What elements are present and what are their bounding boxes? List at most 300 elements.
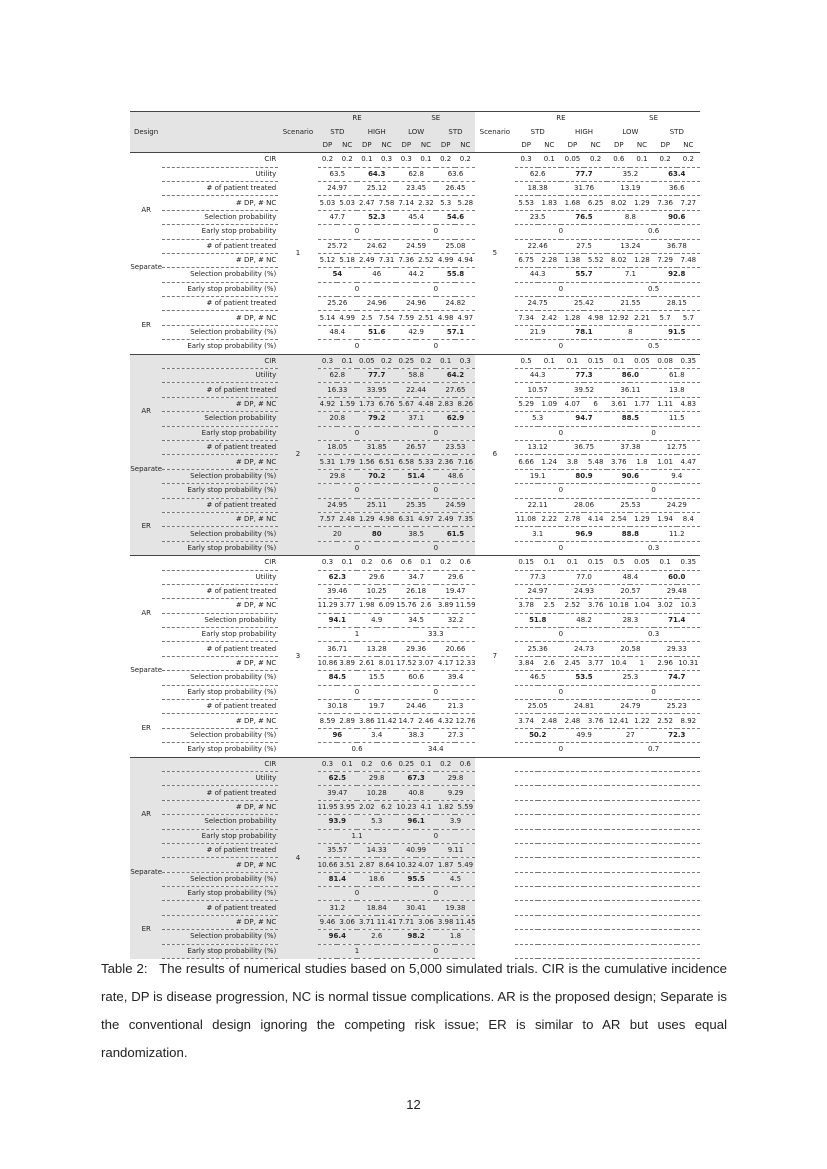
- table-cell: 3.02: [654, 599, 677, 613]
- table-cell: 3.51: [337, 858, 357, 872]
- table-cell: 0: [318, 685, 397, 699]
- table-cell: 39.4: [436, 671, 475, 685]
- row-label: Utility: [162, 369, 278, 383]
- table-cell: 93.9: [318, 815, 357, 829]
- table-cell: 24.81: [561, 700, 607, 714]
- table-cell: 23.5: [515, 210, 561, 224]
- table-cell: 20.66: [436, 642, 475, 656]
- row-label: # of patient treated: [162, 383, 278, 397]
- table-cell: 64.3: [357, 167, 396, 181]
- table-cell: 0.2: [337, 153, 357, 167]
- table-cell: 4.47: [677, 455, 700, 469]
- table-cell: [538, 800, 561, 814]
- table-cell: 0.3: [607, 541, 700, 555]
- header-dp: DP: [607, 139, 630, 153]
- scenario-number: 4: [278, 757, 317, 958]
- table-cell: 10.25: [357, 584, 396, 598]
- table-cell: 4.98: [436, 311, 456, 325]
- table-cell: 91.5: [654, 325, 700, 339]
- table-cell: [654, 901, 700, 915]
- table-cell: 29.36: [396, 642, 435, 656]
- table-cell: 8.59: [318, 714, 338, 728]
- table-cell: 24.97: [515, 584, 561, 598]
- table-cell: [561, 843, 607, 857]
- caption-text: The results of numerical studies based on 5,000 simulated trials. CIR is the cumulative incidence rate, DP is disease progression, NC is normal tissue complications. AR is the proposed design; Separate is the conventional design ignoring the competing risk issue; ER is similar to AR but uses equal randomization.: [101, 961, 727, 1060]
- table-cell: 4.5: [436, 872, 475, 886]
- table-cell: 2.48: [337, 512, 357, 526]
- table-cell: 63.4: [654, 167, 700, 181]
- table-cell: 51.4: [396, 469, 435, 483]
- table-cell: 40.8: [396, 786, 435, 800]
- table-cell: 14.7: [396, 714, 416, 728]
- row-label: Selection probability (%): [162, 325, 278, 339]
- table-cell: 0.2: [377, 354, 397, 368]
- design-label: AR: [130, 786, 162, 844]
- table-cell: 13.19: [607, 181, 653, 195]
- table-cell: 34.4: [396, 743, 475, 757]
- table-cell: [607, 930, 653, 944]
- table-cell: 24.29: [654, 498, 700, 512]
- table-cell: 36.6: [654, 181, 700, 195]
- table-cell: 1: [630, 656, 653, 670]
- table-cell: [515, 800, 538, 814]
- row-label: Selection probability (%): [162, 728, 278, 742]
- table-cell: 5.18: [337, 253, 357, 267]
- table-cell: 78.1: [561, 325, 607, 339]
- table-cell: 24.96: [357, 297, 396, 311]
- table-cell: 20: [318, 527, 357, 541]
- table-cell: 47.7: [318, 210, 357, 224]
- table-cell: 0.2: [436, 153, 456, 167]
- table-cell: 6.66: [515, 455, 538, 469]
- table-cell: [677, 800, 700, 814]
- table-cell: 13.12: [515, 440, 561, 454]
- table-cell: 7.36: [654, 196, 677, 210]
- table-cell: 25.72: [318, 239, 357, 253]
- table-cell: 25.42: [561, 297, 607, 311]
- table-cell: 0: [515, 743, 608, 757]
- table-cell: 3.98: [436, 915, 456, 929]
- row-label: Selection probability (%): [162, 872, 278, 886]
- table-cell: 3.77: [584, 656, 607, 670]
- table-cell: 0.5: [607, 340, 700, 354]
- table-cell: 22.44: [396, 383, 435, 397]
- scenario-number: 1: [278, 153, 317, 354]
- scenario-number: 2: [278, 354, 317, 555]
- header-design: Design: [130, 125, 162, 138]
- table-cell: 1.68: [561, 196, 584, 210]
- table-cell: 1.29: [357, 512, 377, 526]
- table-cell: 39.47: [318, 786, 357, 800]
- table-cell: 0.35: [677, 354, 700, 368]
- table-cell: 0.3: [396, 153, 416, 167]
- table-cell: 2.87: [357, 858, 377, 872]
- table-cell: 3.86: [357, 714, 377, 728]
- table-cell: 77.3: [561, 369, 607, 383]
- table-cell: 11.45: [455, 915, 475, 929]
- table-cell: 80.9: [561, 469, 607, 483]
- table-cell: 12.92: [607, 311, 630, 325]
- table-cell: 2.21: [630, 311, 653, 325]
- table-cell: 42.9: [396, 325, 435, 339]
- table-cell: 30.41: [396, 901, 435, 915]
- header-std: STD: [669, 127, 684, 136]
- table-cell: [654, 815, 700, 829]
- table-cell: [677, 757, 700, 771]
- table-cell: 1.29: [630, 512, 653, 526]
- table-cell: 31.85: [357, 440, 396, 454]
- table-cell: 11.42: [377, 714, 397, 728]
- table-cell: 55.8: [436, 268, 475, 282]
- row-label: # of patient treated: [162, 498, 278, 512]
- header-nc: NC: [455, 139, 475, 153]
- table-cell: 4.99: [436, 253, 456, 267]
- table-cell: 27.65: [436, 383, 475, 397]
- table-cell: [607, 858, 630, 872]
- table-cell: 0.2: [584, 153, 607, 167]
- header-dp: DP: [357, 139, 377, 153]
- table-cell: 0.1: [538, 153, 561, 167]
- table-cell: 5.28: [455, 196, 475, 210]
- table-cell: 31.76: [561, 181, 607, 195]
- table-cell: 3.89: [337, 656, 357, 670]
- table-cell: 61.5: [436, 527, 475, 541]
- table-cell: 0.1: [337, 757, 357, 771]
- table-cell: 10.57: [515, 383, 561, 397]
- header-std: STD: [530, 127, 545, 136]
- table-cell: 0.2: [318, 153, 338, 167]
- table-cell: 0: [396, 225, 475, 239]
- table-cell: 2.52: [561, 599, 584, 613]
- table-cell: 0.1: [607, 354, 630, 368]
- row-label: Early stop probability: [162, 426, 278, 440]
- table-cell: 10.31: [677, 656, 700, 670]
- table-caption: [101, 955, 727, 1067]
- table-cell: 10.4: [607, 656, 630, 670]
- table-cell: 6.58: [396, 455, 416, 469]
- table-cell: 31.2: [318, 901, 357, 915]
- table-cell: 7.48: [677, 253, 700, 267]
- table-cell: 0: [318, 426, 397, 440]
- row-label: # DP, # NC: [162, 714, 278, 728]
- row-label: # DP, # NC: [162, 455, 278, 469]
- row-label: Selection probability (%): [162, 527, 278, 541]
- table-cell: 0.6: [455, 556, 475, 570]
- table-cell: 0.3: [318, 354, 338, 368]
- table-cell: 5.03: [337, 196, 357, 210]
- table-cell: 4.07: [561, 397, 584, 411]
- table-cell: 39.46: [318, 584, 357, 598]
- table-cell: 13.28: [357, 642, 396, 656]
- table-cell: [607, 800, 630, 814]
- table-cell: 10.18: [607, 599, 630, 613]
- table-cell: 11.95: [318, 800, 338, 814]
- table-cell: 6.31: [396, 512, 416, 526]
- row-label: Early stop probability (%): [162, 685, 278, 699]
- table-cell: [538, 858, 561, 872]
- table-cell: 7.35: [455, 512, 475, 526]
- design-label: Separate: [130, 263, 163, 272]
- table-cell: 24.46: [396, 700, 435, 714]
- table-cell: 25.08: [436, 239, 475, 253]
- table-cell: [515, 858, 538, 872]
- table-cell: 3.06: [416, 915, 436, 929]
- table-cell: 95.5: [396, 872, 435, 886]
- table-cell: 0.7: [607, 743, 700, 757]
- row-label: # of patient treated: [162, 181, 278, 195]
- table-cell: 38.3: [396, 728, 435, 742]
- table-cell: 8.8: [607, 210, 653, 224]
- table-cell: 1.73: [357, 397, 377, 411]
- row-label: Early stop probability (%): [162, 743, 278, 757]
- table-cell: 8: [607, 325, 653, 339]
- table-cell: 57.1: [436, 325, 475, 339]
- table-cell: 4.1: [416, 800, 436, 814]
- table-cell: 0.2: [416, 354, 436, 368]
- header-low: LOW: [622, 127, 639, 136]
- row-label: # of patient treated: [162, 642, 278, 656]
- row-label: Utility: [162, 771, 278, 785]
- table-cell: 5.03: [318, 196, 338, 210]
- table-cell: [515, 829, 608, 843]
- design-label: ER: [130, 498, 162, 556]
- table-cell: 17.52: [396, 656, 416, 670]
- table-cell: 0: [318, 484, 397, 498]
- table-cell: 8.02: [607, 253, 630, 267]
- table-cell: 25.26: [318, 297, 357, 311]
- table-cell: [654, 800, 677, 814]
- table-cell: 46.5: [515, 671, 561, 685]
- row-label: # DP, # NC: [162, 311, 278, 325]
- table-cell: 0.2: [357, 757, 377, 771]
- table-cell: 0.25: [396, 354, 416, 368]
- table-cell: 30.18: [318, 700, 357, 714]
- scenario-number: 3: [278, 556, 317, 757]
- design-label: ER: [141, 723, 151, 732]
- table-cell: 5.53: [515, 196, 538, 210]
- table-cell: 0: [396, 426, 475, 440]
- header-dp: DP: [396, 139, 416, 153]
- table-cell: 1.8: [436, 930, 475, 944]
- table-cell: 1: [318, 628, 397, 642]
- table-cell: 71.4: [654, 613, 700, 627]
- table-cell: 94.7: [561, 412, 607, 426]
- design-label: ER: [130, 901, 162, 959]
- table-cell: 26.57: [396, 440, 435, 454]
- table-cell: 62.3: [318, 570, 357, 584]
- design-label: AR: [141, 205, 152, 214]
- table-cell: 2.42: [538, 311, 561, 325]
- table-cell: [607, 815, 653, 829]
- table-cell: 14.33: [357, 843, 396, 857]
- table-cell: 0: [396, 340, 475, 354]
- table-cell: 60.0: [654, 570, 700, 584]
- table-cell: 96.9: [561, 527, 607, 541]
- table-cell: 0: [318, 225, 397, 239]
- table-cell: 3.84: [515, 656, 538, 670]
- table-cell: 70.2: [357, 469, 396, 483]
- table-cell: 67.3: [396, 771, 435, 785]
- table-cell: 5.7: [677, 311, 700, 325]
- table-cell: [561, 901, 607, 915]
- table-cell: 21.9: [515, 325, 561, 339]
- table-cell: 0.6: [607, 153, 630, 167]
- row-label: Selection probability (%): [162, 469, 278, 483]
- table-cell: 1.82: [436, 800, 456, 814]
- table-cell: 4.98: [584, 311, 607, 325]
- table-cell: 4.94: [455, 253, 475, 267]
- table-cell: 1: [318, 944, 397, 958]
- table-cell: [561, 915, 584, 929]
- table-cell: [515, 843, 561, 857]
- table-cell: 0.3: [377, 153, 397, 167]
- table-cell: 5.29: [515, 397, 538, 411]
- table-cell: 3.07: [416, 656, 436, 670]
- table-cell: 62.5: [318, 771, 357, 785]
- table-cell: 79.2: [357, 412, 396, 426]
- table-cell: 11.29: [318, 599, 338, 613]
- table-cell: 0: [396, 541, 475, 555]
- table-cell: 9.4: [654, 469, 700, 483]
- table-cell: [515, 872, 561, 886]
- table-cell: 20.58: [607, 642, 653, 656]
- table-cell: 6.2: [377, 800, 397, 814]
- row-label: # of patient treated: [162, 440, 278, 454]
- table-cell: 24.59: [396, 239, 435, 253]
- row-label: Early stop probability (%): [162, 887, 278, 901]
- table-cell: 0: [515, 282, 608, 296]
- row-label: Selection probability: [162, 613, 278, 627]
- table-cell: 76.5: [561, 210, 607, 224]
- table-cell: 0.1: [436, 354, 456, 368]
- table-cell: 2.6: [538, 656, 561, 670]
- row-label: Selection probability (%): [162, 268, 278, 282]
- table-cell: 2.32: [416, 196, 436, 210]
- table-cell: [515, 815, 561, 829]
- table-cell: 92.8: [654, 268, 700, 282]
- table-cell: 1.77: [630, 397, 653, 411]
- table-cell: 27.3: [436, 728, 475, 742]
- table-cell: 7.54: [377, 311, 397, 325]
- table-cell: 34.7: [396, 570, 435, 584]
- table-cell: 0.6: [455, 757, 475, 771]
- table-cell: 10.28: [357, 786, 396, 800]
- table-cell: 58.8: [396, 369, 435, 383]
- table-cell: 7.58: [377, 196, 397, 210]
- table-cell: 48.4: [318, 325, 357, 339]
- table-cell: 1.01: [654, 455, 677, 469]
- table-cell: 23.45: [396, 181, 435, 195]
- table-cell: 61.8: [654, 369, 700, 383]
- table-cell: 25.35: [396, 498, 435, 512]
- table-cell: 1.8: [630, 455, 653, 469]
- table-cell: [607, 887, 700, 901]
- row-label: Early stop probability (%): [162, 340, 278, 354]
- table-cell: [561, 858, 584, 872]
- table-cell: 2.6: [357, 930, 396, 944]
- table-cell: 1.11: [654, 397, 677, 411]
- table-cell: 0.1: [561, 556, 584, 570]
- table-cell: 96.1: [396, 815, 435, 829]
- table-cell: 2.96: [654, 656, 677, 670]
- table-cell: 1.94: [654, 512, 677, 526]
- table-cell: 80: [357, 527, 396, 541]
- table-cell: 0.2: [436, 556, 456, 570]
- table-cell: 0.6: [607, 225, 700, 239]
- table-cell: 2.28: [538, 253, 561, 267]
- table-cell: 11.41: [377, 915, 397, 929]
- table-cell: 0: [515, 685, 608, 699]
- table-cell: 1.98: [357, 599, 377, 613]
- table-cell: 24.82: [436, 297, 475, 311]
- table-cell: [654, 872, 700, 886]
- table-cell: [561, 757, 584, 771]
- table-cell: 2.54: [607, 512, 630, 526]
- table-cell: [654, 843, 700, 857]
- table-cell: 9.29: [436, 786, 475, 800]
- table-cell: 0.3: [515, 153, 538, 167]
- table-cell: 45.4: [396, 210, 435, 224]
- table-cell: 63.5: [318, 167, 357, 181]
- table-cell: 2.49: [436, 512, 456, 526]
- table-cell: 51.8: [515, 613, 561, 627]
- table-cell: 0.5: [515, 354, 538, 368]
- table-cell: 0.2: [455, 153, 475, 167]
- table-cell: [607, 872, 653, 886]
- row-label: # DP, # NC: [162, 800, 278, 814]
- row-label: # of patient treated: [162, 700, 278, 714]
- table-cell: 53.5: [561, 671, 607, 685]
- table-cell: [515, 771, 561, 785]
- table-cell: 24.79: [607, 700, 653, 714]
- row-label: CIR: [162, 153, 278, 167]
- table-cell: 0: [607, 685, 700, 699]
- table-cell: 3.06: [337, 915, 357, 929]
- table-cell: 77.7: [357, 369, 396, 383]
- row-label: CIR: [162, 556, 278, 570]
- table-cell: 3.77: [337, 599, 357, 613]
- table-cell: [607, 843, 653, 857]
- table-cell: 18.6: [357, 872, 396, 886]
- row-label: Selection probability: [162, 412, 278, 426]
- table-cell: 25.23: [654, 700, 700, 714]
- table-cell: 2.5: [538, 599, 561, 613]
- table-cell: 0.3: [607, 628, 700, 642]
- table-cell: [561, 815, 607, 829]
- table-cell: 0: [396, 829, 475, 843]
- table-cell: 3.95: [337, 800, 357, 814]
- table-cell: [677, 915, 700, 929]
- table-cell: 94.1: [318, 613, 357, 627]
- table-cell: [607, 771, 653, 785]
- table-cell: 7.36: [396, 253, 416, 267]
- table-cell: 7.14: [396, 196, 416, 210]
- row-label: # DP, # NC: [162, 656, 278, 670]
- table-cell: 54: [318, 268, 357, 282]
- table-cell: 5.59: [455, 800, 475, 814]
- table-cell: 24.62: [357, 239, 396, 253]
- header-nc: NC: [538, 139, 561, 153]
- table-cell: 0.08: [654, 354, 677, 368]
- table-cell: 2.49: [357, 253, 377, 267]
- header-se: SE: [396, 112, 475, 126]
- header-nc: NC: [337, 139, 357, 153]
- row-label: # DP, # NC: [162, 196, 278, 210]
- table-cell: 0.1: [416, 556, 436, 570]
- row-label: # DP, # NC: [162, 512, 278, 526]
- table-cell: 25.53: [607, 498, 653, 512]
- table-cell: 19.1: [515, 469, 561, 483]
